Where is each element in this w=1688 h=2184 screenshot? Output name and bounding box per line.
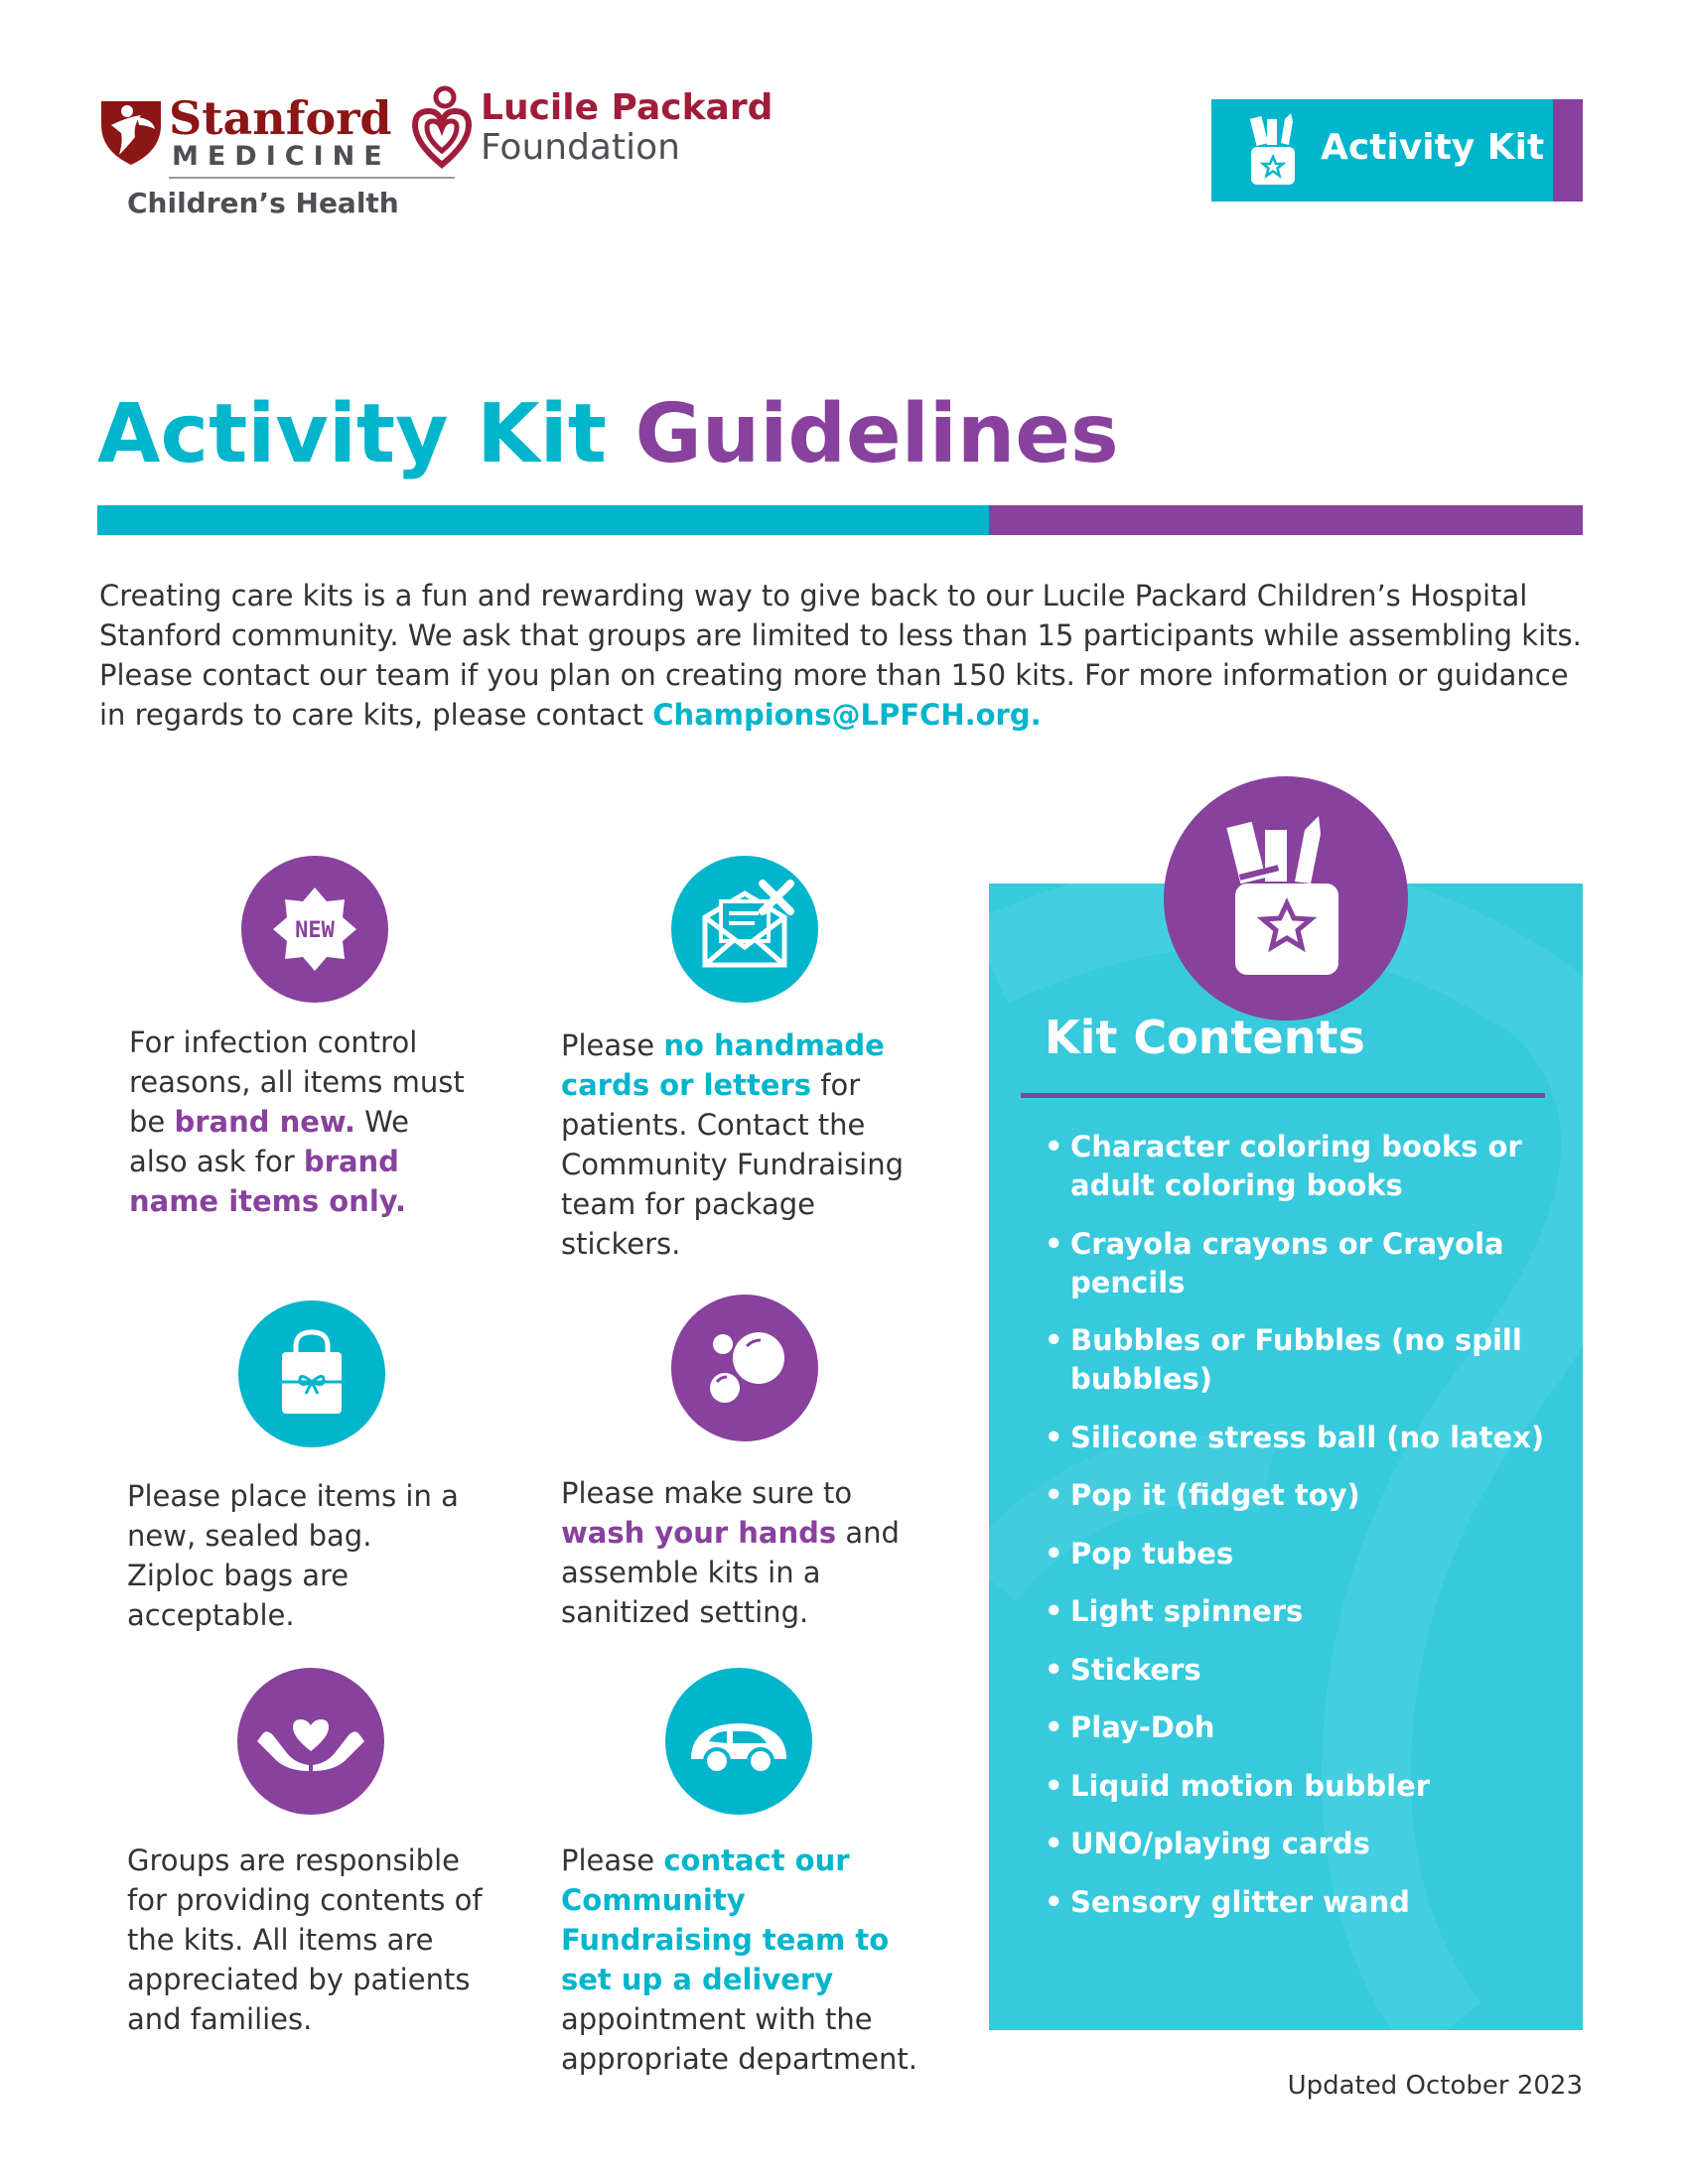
intro-paragraph <box>99 576 1589 735</box>
list-item: • Silicone stress ball (no latex) <box>1045 1419 1561 1457</box>
title-part2: Guidelines <box>634 387 1119 481</box>
title-underline-purple <box>989 505 1583 535</box>
tag-accent-bar <box>1553 99 1583 202</box>
title-part1: Activity Kit <box>97 387 607 481</box>
stanford-emblem-icon <box>97 95 165 167</box>
lpf-name-line1: Lucile Packard <box>481 87 774 128</box>
list-item: • Sensory glitter wand <box>1045 1883 1561 1922</box>
guideline-delivery: Please contact our Community Fundraising team to set up a delivery appointment with the appropriate department. <box>561 1843 917 2076</box>
guideline-wash-hands: Please make sure to wash your hands and assemble kits in a sanitized setting. <box>561 1476 900 1629</box>
list-item: • Light spinners <box>1045 1592 1561 1631</box>
sealed-bag-icon <box>238 1300 385 1447</box>
stanford-medicine-label: MEDICINE <box>172 141 391 172</box>
soap-bubbles-icon <box>671 1295 818 1441</box>
intro-text: Creating care kits is a fun and rewarding way to give back to our Lucile Packard Children’s Hospital Stanford community. We ask that groups are limited to less than 15 participants while assembling kits. Please contact our team if you plan on creating more than 150 kits. For more information or guidance in regards to care kits, please contact <box>99 579 1582 732</box>
list-item: • Stickers <box>1045 1651 1561 1690</box>
activity-kit-tag <box>1211 99 1583 202</box>
sealed-bag-circle <box>238 1300 385 1447</box>
kit-contents-heading: Kit Contents <box>1045 1011 1365 1064</box>
page-title <box>97 387 1119 481</box>
kit-contents-rule <box>1021 1093 1545 1098</box>
lpf-name-line2: Foundation <box>481 127 680 168</box>
hands-heart-circle <box>237 1668 384 1815</box>
stanford-medicine-logo <box>97 91 399 220</box>
contact-email-link[interactable]: Champions@LPFCH.org. <box>652 698 1042 732</box>
updated-date: Updated October 2023 <box>1287 2071 1583 2101</box>
list-item: • Pop it (fidget toy) <box>1045 1476 1561 1515</box>
stanford-wordmark: Stanford <box>169 91 392 145</box>
list-item: • Character coloring books or adult coloring books <box>1045 1128 1561 1205</box>
logo-divider <box>169 177 455 179</box>
list-item: • Liquid motion bubbler <box>1045 1767 1561 1806</box>
car-icon <box>665 1668 812 1815</box>
soap-bubbles-circle <box>671 1295 818 1441</box>
lucile-packard-foundation-logo <box>409 85 774 175</box>
list-item: • Crayola crayons or Crayola pencils <box>1045 1225 1561 1302</box>
list-item: • Bubbles or Fubbles (no spill bubbles) <box>1045 1321 1561 1399</box>
pencil-cup-icon <box>1164 776 1408 1021</box>
kit-contents-list <box>1045 1128 1561 1941</box>
childrens-health-label: Children’s Health <box>127 187 399 219</box>
guideline-new-items: For infection control reasons, all items must be brand new. We also ask for brand name items only. <box>129 1025 465 1218</box>
guideline-groups-responsible: Groups are responsible for providing contents of the kits. All items are appreciated by patients and families. <box>127 1843 483 2036</box>
new-badge-circle <box>241 856 388 1003</box>
new-badge-text: NEW <box>295 918 335 943</box>
guideline-sealed-bag: Please place items in a new, sealed bag. Ziploc bags are acceptable. <box>127 1479 459 1632</box>
guideline-no-handmade: Please no handmade cards or letters for patients. Contact the Community Fundraising team for package stickers. <box>561 1028 905 1261</box>
car-circle <box>665 1668 812 1815</box>
lpf-heart-emblem-icon <box>409 85 475 171</box>
pencil-cup-icon <box>1247 113 1299 189</box>
kit-contents-emblem <box>1164 776 1408 1021</box>
list-item: • Play-Doh <box>1045 1708 1561 1747</box>
new-badge-icon <box>241 856 388 1003</box>
hands-heart-icon <box>237 1668 384 1815</box>
title-underline-cyan <box>97 505 989 535</box>
list-item: • UNO/playing cards <box>1045 1825 1561 1863</box>
no-letters-icon <box>671 856 818 1003</box>
activity-kit-tag-label: Activity Kit <box>1321 127 1545 168</box>
no-letters-circle <box>671 856 818 1003</box>
list-item: • Pop tubes <box>1045 1535 1561 1573</box>
